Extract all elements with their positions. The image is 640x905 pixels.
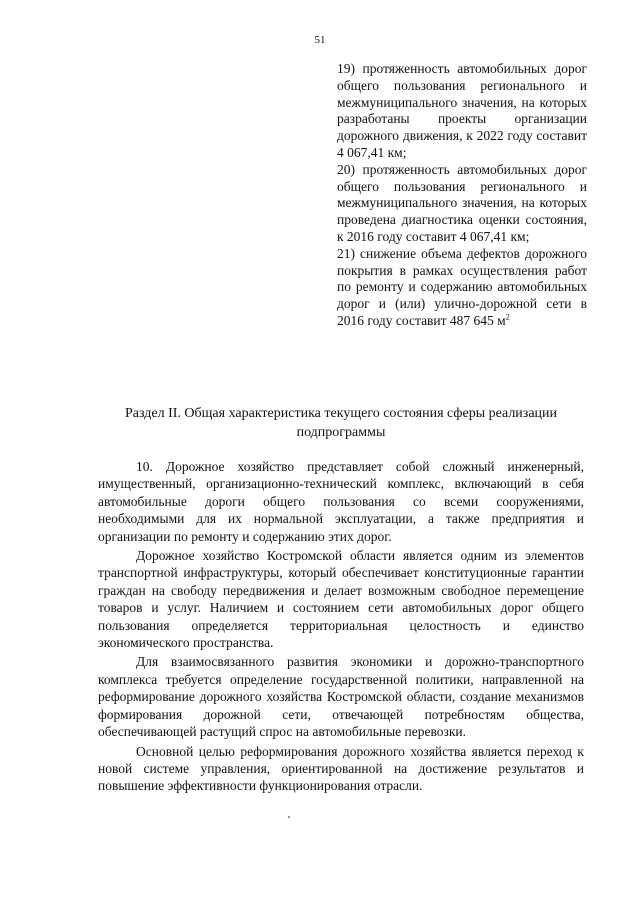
paragraph: 10. Дорожное хозяйство представляет собой сложный инженерный, имущественный, организационно-технический комплекс, включающий в себя автомобильные дороги общего пользования со всеми сооружениями, необходимыми для их нормальной эксплуатации, а также предприятия и организации по ремонту и содержанию этих дорог. xyxy=(98,459,584,544)
superscript-unit: 2 xyxy=(505,312,510,322)
paragraph: Для взаимосвязанного развития экономики и дорожно-транспортного комплекса требуется определение государственной политики, направленной на реформирование дорожного хозяйства Костромской области, создание механизмов формирования дорожной сети, отвечающей потребностям общества, обеспечивающей растущий спрос на автомобильные перевозки. xyxy=(98,654,584,740)
list-item xyxy=(337,61,587,162)
paragraph: Основной целью реформирования дорожного хозяйства является переход к новой системе управления, ориентированной на достижение результатов и повышение эффективности функционирования отрасли. xyxy=(98,743,584,794)
scan-dot xyxy=(288,816,290,818)
list-item xyxy=(337,246,587,330)
indicator-list xyxy=(337,61,587,330)
body-text xyxy=(98,458,584,797)
list-item-text: 21) снижение объема дефектов дорожного покрытия в рамках осуществления работ по ремонту и содержанию автомобильных дорог и (или) улично-дорожной сети в 2016 году составит 487 645 м xyxy=(337,245,587,328)
list-item-text: 20) протяженность автомобильных дорог общего пользования регионального и межмуниципального значения, на которых проведена диагностика оценки состояния, к 2016 году составит 4 067,41 км; xyxy=(337,161,587,244)
list-item xyxy=(337,162,587,246)
section-title: Раздел II. Общая характеристика текущего состояния сферы реализации подпрограммы xyxy=(124,406,558,440)
list-item-text: 19) протяженность автомобильных дорог общего пользования регионального и межмуниципального значения, на которых разработаны проекты организации дорожного движения, к 2022 году составит 4 067,41 км; xyxy=(337,61,587,160)
page-number: 51 xyxy=(314,34,326,46)
paragraph: Дорожное хозяйство Костромской области является одним из элементов транспортной инфраструктуры, который обеспечивает конституционные гарантии граждан на свободу передвижения и делает возможным свободное перемещение товаров и услуг. Наличием и состоянием сети автомобильных дорог общего пользования определяется территориальная целостность и единство экономического пространства. xyxy=(98,548,584,651)
